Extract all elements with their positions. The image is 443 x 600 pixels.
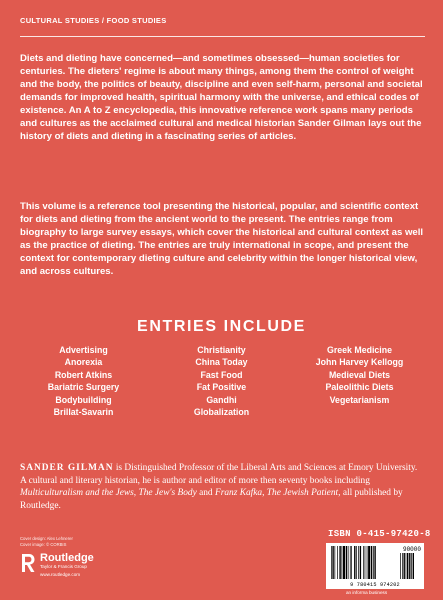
barcode-bar [354,546,355,579]
barcode-bar [360,546,361,579]
book-title: Franz Kafka [214,488,263,499]
barcode-bar [363,546,364,579]
barcode-bar [351,546,352,579]
barcode-bar [365,546,366,579]
barcode-bar [342,546,343,579]
barcode-bar [371,546,372,579]
barcode-bar [332,546,333,579]
entries-list [0,344,443,418]
isbn-label: ISBN 0-415-97420-8 [328,529,431,539]
entry-item: Vegetarianism [329,394,390,405]
routledge-r-logo-icon [20,552,36,574]
description-paragraph-2: This volume is a reference tool presenting the historical, popular, and scientific context for diets and dieting from the ancient world to the present. The entries range from biography to large survey essays, which cover the historical and cultural context as well as the practice of dieting. The entries are truly international in scope, and present the context for contemporary dieting culture and celebrity within the longer historical view, and across cultures. [20,201,424,277]
entries-column-2 [157,344,287,418]
publisher-url: www.routledge.com [40,572,81,577]
description-paragraph-1: Diets and dieting have concerned—and sometimes obsessed—human societies for centuries. The dieters' regime is about many things, among them the control of weight and the body, the politics of beauty, discipline and even self-harm, personal and societal demands for improved health, spiritual harmony with the universe, and ethical codes of existence. An A to Z encyclopedia, this innovative reference work spans many periods and cultures as the acclaimed cultural and medical historian Sander Gilman lays out the history of diets and dieting in a fascinating series of articles. [20,53,423,142]
category-label: CULTURAL STUDIES / FOOD STUDIES [20,16,167,25]
barcode-bar [335,546,336,579]
separator: , [262,488,267,499]
barcode-bar [350,546,351,579]
author-bio-text: is Distinguished Professor of the Liberal Arts and Sciences at Emory University. A cultural and literary historian, he is author and editor of more then seventy books including [20,463,418,486]
barcode-bar [368,546,370,579]
barcode-bar [374,546,375,579]
separator: , [133,488,139,499]
barcode-digits: 9 780415 974202 [350,582,400,588]
barcode-addon-bar [404,553,405,579]
barcode-addon-bar [413,553,414,579]
entries-column-1 [19,344,149,418]
barcode-addon-bar [411,553,412,579]
barcode-addon-bar [402,553,403,579]
cover-credits [20,536,73,547]
entries-heading: ENTRIES INCLUDE [137,318,306,335]
entry-item: Greek Medicine [326,345,393,355]
entry-item: Robert Atkins [54,369,113,380]
barcode-addon-bar [407,553,408,579]
barcode-addon-bar [400,553,401,579]
book-title: Multiculturalism and the Jews [20,488,134,499]
barcode-bar [367,546,368,579]
entry-item: Paleolithic Diets [325,382,394,393]
book-title: The Jew's Body [138,488,197,499]
barcode-addon-bar [406,553,407,579]
entry-item: Advertising [59,345,108,355]
cover-image-credit: Cover image: © CORBIS [20,541,67,547]
entry-item: Fat Positive [196,382,247,393]
barcode-bar [343,546,345,579]
cover-design-credit: Cover design: Alex Lehnerer [20,536,73,541]
informa-tagline: an informa business [346,590,388,595]
entry-item: Fast Food [200,369,243,380]
entries-column-3 [295,344,425,418]
barcode-bar [339,546,340,579]
barcode-bar [348,546,349,579]
entry-item: Globalization [193,407,250,418]
author-bio [20,462,425,512]
publisher-name: Routledge [40,552,94,564]
barcode-bar [358,546,359,579]
entry-item: Medieval Diets [328,369,391,380]
entry-item: Brillat-Savarin [53,407,114,418]
barcode-addon-bar [409,553,410,579]
author-bio-text: , all published by Routledge. [20,488,403,511]
barcode-bar [337,546,338,579]
barcode-bar [356,546,357,579]
barcode-bar [331,546,332,579]
entry-item: Bodybuilding [55,394,112,405]
entry-item: Gandhi [206,394,237,405]
entry-item: John Harvey Kellogg [315,357,404,368]
barcode-bar [373,546,374,579]
publisher-block [20,552,94,578]
entry-item: Christianity [197,345,246,355]
barcode-bar [346,546,347,579]
entry-item: China Today [195,357,248,368]
barcode-addon: 90000 [402,546,421,553]
publisher-group: Taylor & Francis Group [40,564,87,569]
isbn-barcode [326,543,424,589]
entry-item: Bariatric Surgery [47,382,120,393]
book-title: The Jewish Patient [266,488,339,499]
separator: and [196,488,215,499]
author-name: SANDER GILMAN [20,463,114,473]
header-divider [20,36,425,37]
entry-item: Anorexia [64,357,103,368]
